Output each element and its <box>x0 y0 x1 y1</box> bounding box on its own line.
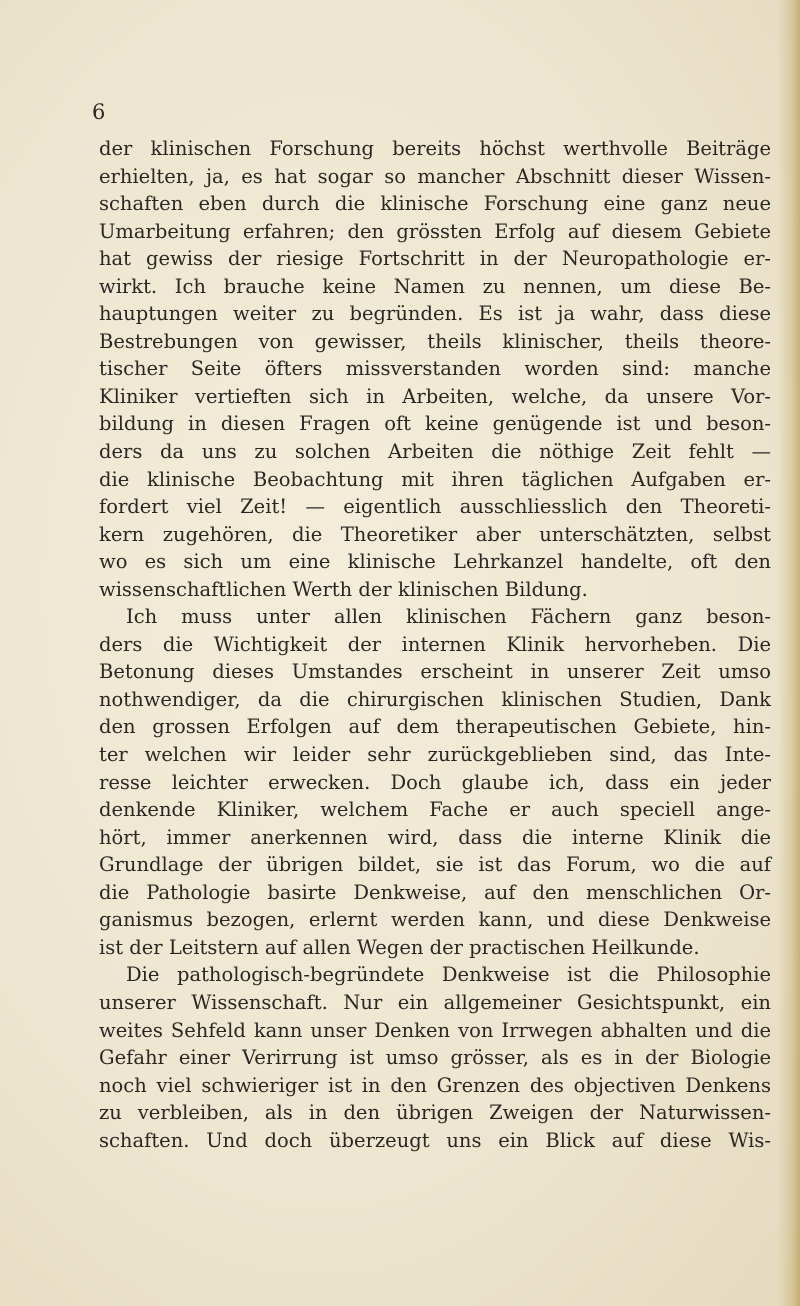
text-line: Gefahr einer Verirrung ist umso grösser, als es in der Biologie <box>99 1046 771 1070</box>
text-line: den grossen Erfolgen auf dem therapeutischen Gebiete, hin- <box>99 715 771 739</box>
text-line: Ich muss unter allen klinischen Fächern ganz beson- <box>126 605 771 629</box>
text-line: die Pathologie basirte Denkweise, auf den menschlichen Or- <box>99 880 771 904</box>
text-line: Grundlage der übrigen bildet, sie ist das Forum, wo die auf <box>99 853 771 877</box>
text-line: ist der Leitstern auf allen Wegen der practischen Heilkunde. <box>99 935 700 959</box>
text-line: hört, immer anerkennen wird, dass die interne Klinik die <box>99 825 771 849</box>
text-line: fordert viel Zeit! — eigentlich ausschliesslich den Theoreti- <box>99 495 771 519</box>
text-line: Umarbeitung erfahren; den grössten Erfolg auf diesem Gebiete <box>99 219 771 243</box>
text-line: die klinische Beobachtung mit ihren täglichen Aufgaben er- <box>99 467 771 491</box>
text-line: nothwendiger, da die chirurgischen klinischen Studien, Dank <box>99 687 771 711</box>
text-line: zu verbleiben, als in den übrigen Zweigen der Naturwissen- <box>99 1101 771 1125</box>
text-line: Kliniker vertieften sich in Arbeiten, welche, da unsere Vor- <box>99 384 771 408</box>
text-line: ders da uns zu solchen Arbeiten die nöthige Zeit fehlt — <box>99 440 771 464</box>
text-line: unserer Wissenschaft. Nur ein allgemeiner Gesichtspunkt, ein <box>99 990 771 1014</box>
text-line: hauptungen weiter zu begründen. Es ist ja wahr, dass diese <box>99 302 771 326</box>
text-line: ter welchen wir leider sehr zurückgeblieben sind, das Inte- <box>99 743 771 767</box>
text-line: tischer Seite öfters missverstanden worden sind: manche <box>99 357 771 381</box>
text-line: kern zugehören, die Theoretiker aber unterschätzten, selbst <box>99 522 771 546</box>
text-line: weites Sehfeld kann unser Denken von Irrwegen abhalten und die <box>99 1018 771 1042</box>
text-line: resse leichter erwecken. Doch glaube ich, dass ein jeder <box>99 770 771 794</box>
text-line: Bestrebungen von gewisser, theils klinischer, theils theore- <box>99 329 771 353</box>
text-line: wirkt. Ich brauche keine Namen zu nennen, um diese Be- <box>99 274 771 298</box>
text-line: Die pathologisch-begründete Denkweise ist die Philosophie <box>126 963 771 987</box>
text-line: denkende Kliniker, welchem Fache er auch speciell ange- <box>99 798 771 822</box>
text-line: Betonung dieses Umstandes erscheint in unserer Zeit umso <box>99 660 771 684</box>
text-line: der klinischen Forschung bereits höchst werthvolle Beiträge <box>99 137 771 160</box>
text-line: noch viel schwieriger ist in den Grenzen des objectiven Denkens <box>99 1073 771 1097</box>
text-line: schaften. Und doch überzeugt uns ein Blick auf diese Wis- <box>99 1128 771 1152</box>
text-line: schaften eben durch die klinische Forschung eine ganz neue <box>99 192 771 216</box>
text-line: erhielten, ja, es hat sogar so mancher Abschnitt dieser Wissen- <box>99 164 771 188</box>
text-line: ganismus bezogen, erlernt werden kann, und diese Denkweise <box>99 908 771 932</box>
body-text <box>99 135 771 1154</box>
text-line: bildung in diesen Fragen oft keine genügende ist und beson- <box>99 412 771 436</box>
text-line: wo es sich um eine klinische Lehrkanzel handelte, oft den <box>99 550 771 574</box>
page-edge-shadow <box>778 0 800 1306</box>
text-line: wissenschaftlichen Werth der klinischen Bildung. <box>99 577 588 601</box>
page-number: 6 <box>92 100 107 124</box>
text-line: ders die Wichtigkeit der internen Klinik hervorheben. Die <box>99 632 771 656</box>
text-line: hat gewiss der riesige Fortschritt in der Neuropathologie er- <box>99 247 771 271</box>
